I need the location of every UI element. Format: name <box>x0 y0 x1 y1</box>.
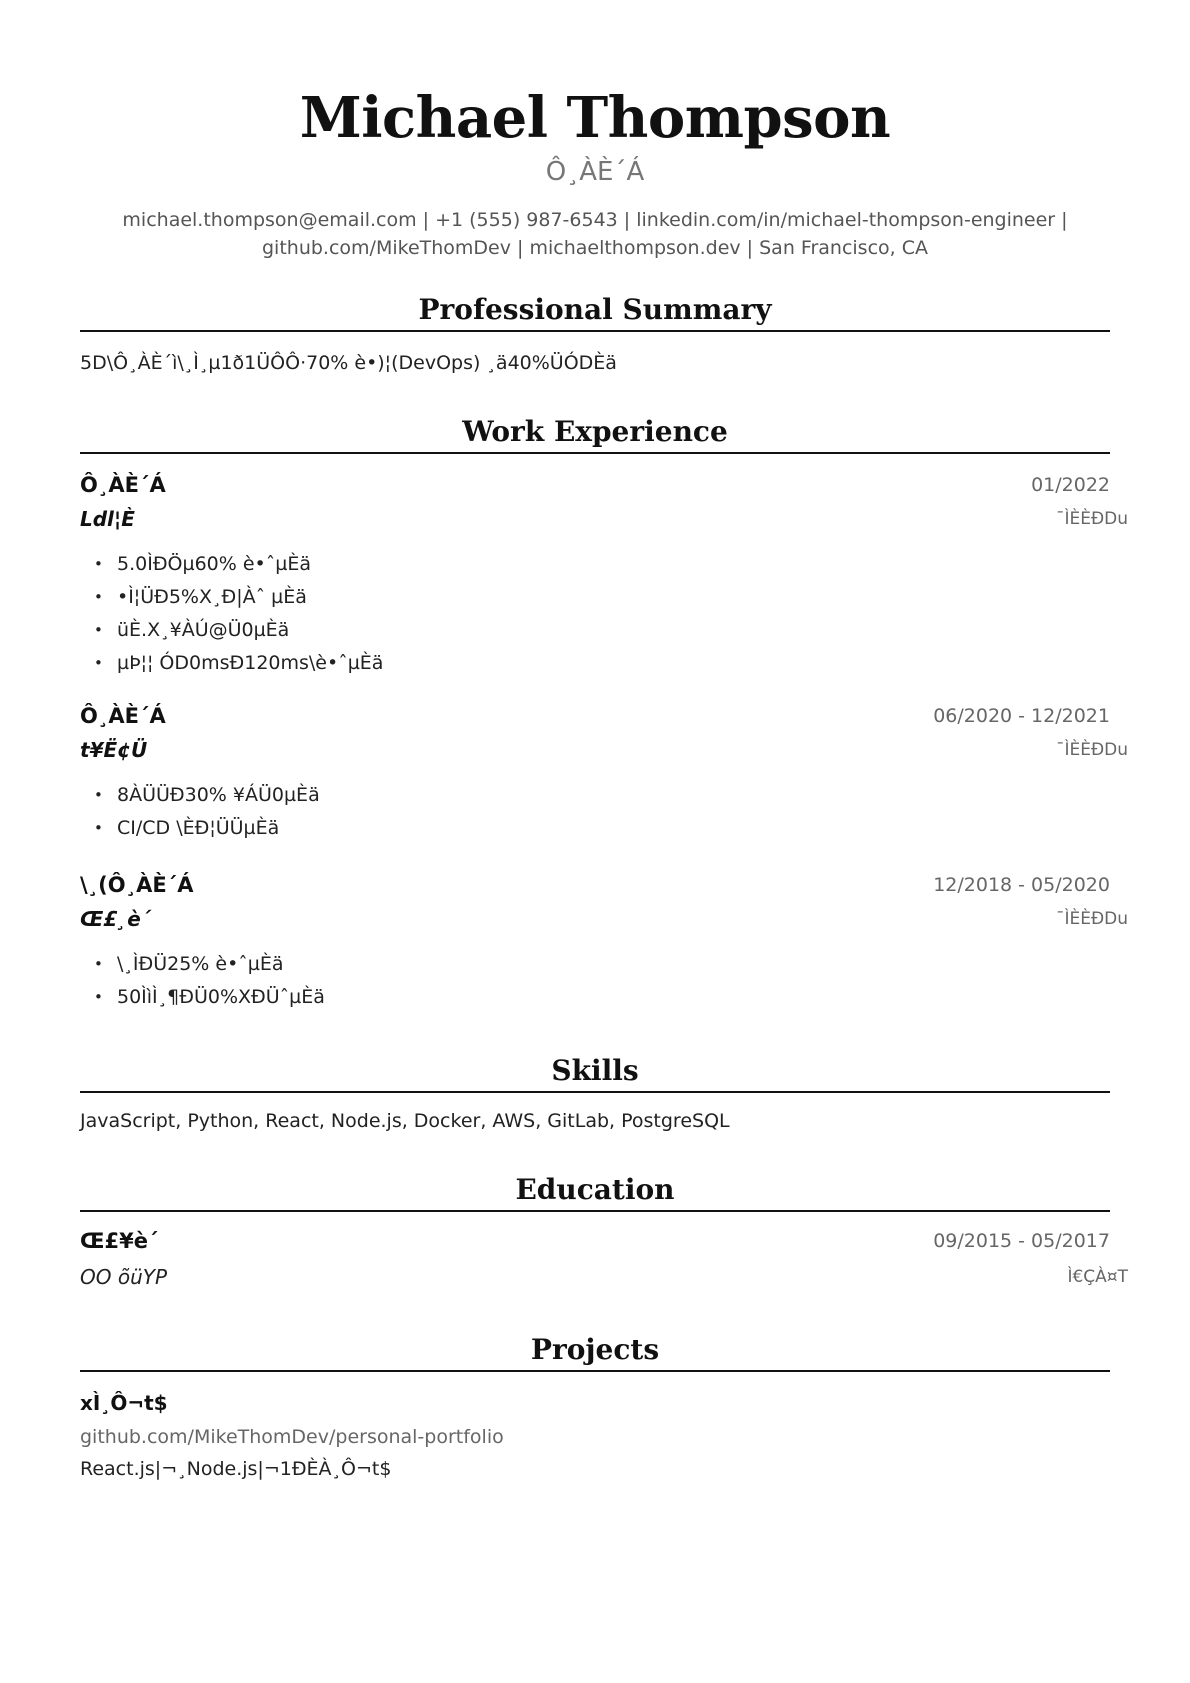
job-location: ¯ÌÈÈÐDu <box>1055 740 1128 760</box>
job-title: Ô¸ÀÈ´Á <box>80 473 166 497</box>
section-divider <box>80 452 1110 454</box>
job-company: t¥Ë¢Ü <box>80 738 148 762</box>
job-bullets <box>80 948 325 1014</box>
skills-list: JavaScript, Python, React, Node.js, Docker, AWS, GitLab, PostgreSQL <box>80 1110 730 1132</box>
resume-page <box>80 0 1128 1683</box>
job-bullet: • CI/CD \ÈÐ¦ÜÜµÈä <box>80 812 320 845</box>
section-divider <box>80 1091 1110 1093</box>
education-location: Ì€ÇÀ¤T <box>1067 1267 1128 1287</box>
summary-text: 5D\Ô¸ÀÈ´ì\¸Ì¸µ1ð1ÜÔÔ·70% è•)¦(DevOps) ¸ä40%ÜÓDÈä <box>80 352 617 374</box>
section-divider <box>80 1210 1110 1212</box>
job-bullets <box>80 779 320 845</box>
candidate-subtitle: Ô¸ÀÈ´Á <box>545 157 645 187</box>
job-date: 12/2018 - 05/2020 <box>933 874 1110 896</box>
section-title-education: Education <box>515 1173 675 1206</box>
section-divider <box>80 1370 1110 1372</box>
job-bullet: • •Ì¦ÜÐ5%X¸Ð|Àˆ µÈä <box>80 581 383 614</box>
section-title-experience: Work Experience <box>462 415 728 448</box>
job-title: \¸(Ô¸ÀÈ´Á <box>80 873 194 897</box>
project-link[interactable]: github.com/MikeThomDev/personal-portfolio <box>80 1426 504 1448</box>
job-bullets <box>80 548 383 680</box>
job-date: 06/2020 - 12/2021 <box>933 705 1110 727</box>
education-degree: OO õüYP <box>80 1265 168 1289</box>
job-location: ¯ÌÈÈÐDu <box>1055 509 1128 529</box>
job-title: Ô¸ÀÈ´Á <box>80 704 166 728</box>
section-title-summary: Professional Summary <box>418 293 772 326</box>
job-bullet: • 50ÌìÌ¸¶ÐÜ0%XÐÜˆµÈä <box>80 981 325 1014</box>
education-school: Œ£¥è´ <box>80 1229 159 1253</box>
job-bullet: • 8ÀÜÜÐ30% ¥ÁÜ0µÈä <box>80 779 320 812</box>
section-divider <box>80 330 1110 332</box>
job-date: 01/2022 <box>1031 474 1110 496</box>
project-description: React.js|¬¸Node.js|¬1ÐÈÀ¸Ô¬t$ <box>80 1458 392 1480</box>
contact-info: michael.thompson@email.com | +1 (555) 987-6543 | linkedin.com/in/michael-thompson-engineer | github.com/MikeThomDev | michaelthompson.dev | San Francisco, CA <box>122 209 1068 259</box>
job-bullet: • µÞ¦¦ ÓD0msÐ120ms\è•ˆµÈä <box>80 647 383 680</box>
resume-header <box>80 82 1110 262</box>
section-title-projects: Projects <box>530 1333 660 1366</box>
job-bullet: • 5.0ÌÐÖµ60% è•ˆµÈä <box>80 548 383 581</box>
candidate-name: Michael Thompson <box>299 85 891 151</box>
job-bullet: • üÈ.X¸¥ÀÚ@Ü0µÈä <box>80 614 383 647</box>
job-company: Ldl¦È <box>80 507 135 531</box>
section-title-skills: Skills <box>551 1054 639 1087</box>
job-bullet: • \¸ÌÐÜ25% è•ˆµÈä <box>80 948 325 981</box>
job-company: Œ£¸è´ <box>80 907 151 931</box>
education-date: 09/2015 - 05/2017 <box>933 1230 1110 1252</box>
project-name: xÌ¸Ô¬t$ <box>80 1391 168 1415</box>
job-location: ¯ÌÈÈÐDu <box>1055 909 1128 929</box>
